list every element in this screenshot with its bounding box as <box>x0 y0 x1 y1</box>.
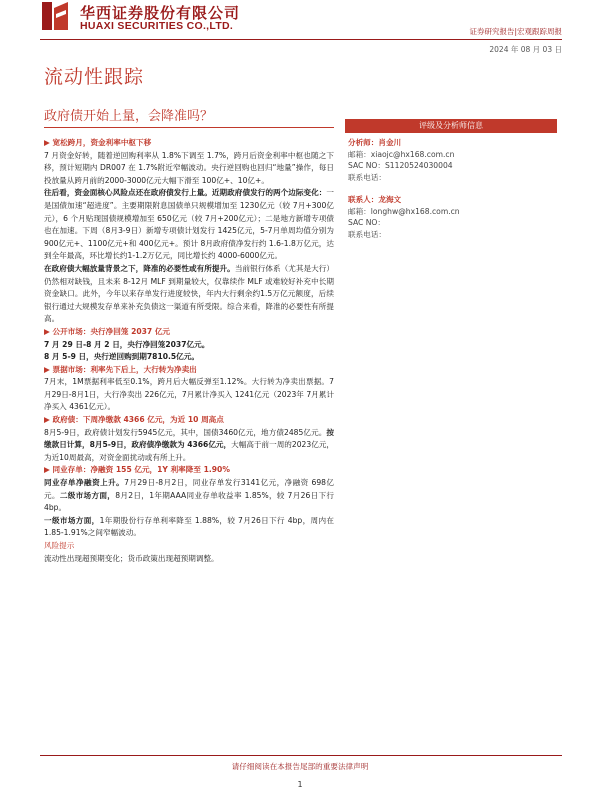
bold-text: 二级市场方面， <box>59 490 116 500</box>
bold-text: 一级市场方面， <box>44 515 100 525</box>
sidebar-header: 评级及分析师信息 <box>345 119 557 133</box>
paragraph-text: 当前银行体系（尤其是大行）仍然相对缺钱，且未来 8-12月 MLF 到期量较大，仅靠续作 MLF 或难较好补充中长期资金缺口。此外，今年以来存单发行进度较快，年内大行剩余约1.5万亿元额度，后续银行通过大规模发存单来补充负债这一渠道有所受限。综合来看，降准的必要性有所提高。 <box>44 263 334 324</box>
bullet-line: 8 月 5-9 日，央行逆回购到期7810.5亿元。 <box>44 352 199 362</box>
page-number: 1 <box>297 780 303 789</box>
report-date: 2024 年 08 月 03 日 <box>489 45 562 54</box>
section-heading: ▶ 公开市场：央行净回笼 2037 亿元 <box>44 326 171 336</box>
section-heading: ▶ 政府债：下周净缴款 4366 亿元，为近 10 周高点 <box>44 415 224 425</box>
paragraph <box>44 263 334 326</box>
analyst-sac: SAC NO：S1120524030004 <box>348 161 453 170</box>
contact-phone: 联系电话： <box>348 229 386 239</box>
paragraph-text: 8月2日，1年期AAA同业存单收益率 1.85%，较 7月26日下行 4bp。 <box>44 490 335 513</box>
paragraph-text: 大幅高于前一周的2023亿元，为近10周最高，对资金面扰动或有所上升。 <box>44 440 335 462</box>
company-name-en: HUAXI SECURITIES CO.,LTD. <box>80 20 234 32</box>
risk-text: 流动性出现超预期变化；货币政策出现超预期调整。 <box>44 553 219 563</box>
section-heading: ▶ 同业存单：净融资 155 亿元，1Y 利率降至 1.90% <box>44 465 230 475</box>
header-divider <box>40 39 562 40</box>
paragraph <box>44 477 334 515</box>
bold-lead: 往后看，资金面核心风险点还在政府债发行上量。近期政府债发行的两个边际变化： <box>44 188 327 198</box>
analyst-sidebar <box>345 119 557 244</box>
paragraph <box>44 187 334 263</box>
analyst-phone: 联系电话： <box>348 172 386 182</box>
contact-name: 联系人：龙海文 <box>348 195 402 204</box>
paragraph <box>44 427 334 465</box>
bold-text: 按缴款日计算，8月5-9日，政府债净缴款为 4366亿元， <box>44 427 334 450</box>
paragraph-text: 一是国债加速“超进度”。主要期限附息国债单只规模增加至 1230亿元（较 7月+300亿元），6 个月贴现国债规模增加至 650亿元（较 7月+200亿元）；二是地方新增专项债也在加速。下周（8月3-9日）新增专项债计划发行 1425亿元，5-7月单周均值分别为 900亿元+、1100亿元+和 400亿元+。预计 8月政府债净发行约 1.6-1.8万亿元，达到全年最高，环比增长约1-1.2万亿元，同比增长约 4000-6000亿元。 <box>44 188 334 261</box>
bold-lead: 在政府债大幅放量背景之下，降准的必要性或有所提升。 <box>44 263 235 273</box>
analyst-name: 分析师：肖金川 <box>348 138 402 147</box>
footer-divider <box>40 755 562 756</box>
contact-sac: SAC NO： <box>348 218 385 227</box>
legal-disclaimer: 请仔细阅读在本报告尾部的重要法律声明 <box>231 762 369 771</box>
bold-text: 同业存单净融资上升。 <box>44 478 125 488</box>
report-category: 证券研究报告|宏观跟踪周报 <box>469 27 562 36</box>
spacer <box>348 183 554 194</box>
subtitle-divider <box>44 127 334 128</box>
paragraph <box>44 515 334 540</box>
company-name-cn: 华西证券股份有限公司 <box>80 4 241 22</box>
section-heading: ▶ 票据市场：利率先下后上，大行转为净卖出 <box>44 364 197 374</box>
huaxi-logo-icon <box>40 0 70 32</box>
contact-email[interactable]: 邮箱：longhw@hx168.com.cn <box>348 206 460 216</box>
section-heading: ▶ 宽松跨月，资金利率中枢下移 <box>44 138 152 147</box>
analyst-email[interactable]: 邮箱：xiaojc@hx168.com.cn <box>348 149 455 159</box>
page-title: 流动性跟踪 <box>44 66 145 88</box>
risk-heading: 风险提示 <box>44 541 75 550</box>
main-body <box>44 137 334 565</box>
bullet-line: 7 月 29 日-8 月 2 日，央行净回笼2037亿元。 <box>44 339 210 349</box>
report-subtitle: 政府债开始上量，会降准吗？ <box>44 109 214 124</box>
paragraph: 7月末，1M票据利率低至0.1%，跨月后大幅反弹至1.12%。大行转为净卖出票据。7月29日-8月1日，大行净卖出 226亿元，7月累计净买入 1241亿元（2023年 7月累计净买入 4361亿元）。 <box>44 377 334 412</box>
paragraph-text: 8月5-9日，政府债计划发行5945亿元，其中，国债3460亿元，地方债2485亿元。 <box>44 427 327 437</box>
paragraph-text: 7月29日-8月2日，同业存单发行3141亿元，净融资 698亿元。 <box>44 478 334 500</box>
sidebar-body <box>345 133 557 244</box>
paragraph-text: 1年期股份行存单利率降至 1.88%，较 7月26日下行 4bp，周内在 1.85-1.91%之间窄幅波动。 <box>44 515 335 538</box>
paragraph: 7 月资金好转，随着逆回购利率从 1.8%下调至 1.7%，跨月后资金利率中枢也随之下移，预计短期内 DR007 在 1.7%附近窄幅波动。央行逆回购也回归“地量”操作，每日投放量从跨月前的2000-3000亿元大幅下滑至 100亿+、10亿+。 <box>44 150 334 185</box>
